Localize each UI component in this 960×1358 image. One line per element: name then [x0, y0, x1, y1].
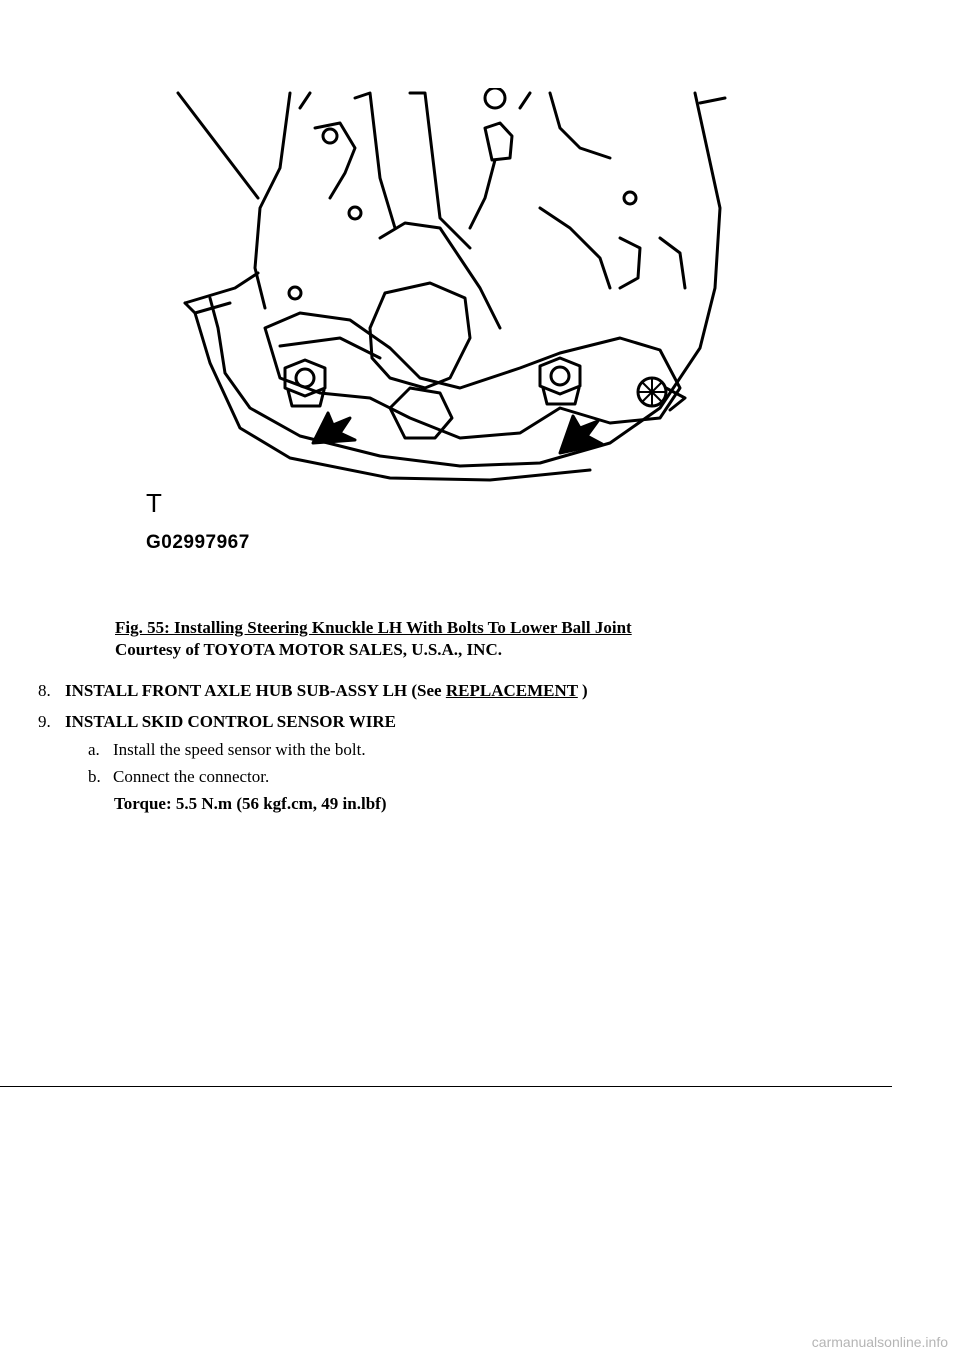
torque-spec: Torque: 5.5 N.m (56 kgf.cm, 49 in.lbf): [114, 794, 387, 813]
page-divider: [0, 1086, 892, 1087]
substep-letter: a.: [88, 740, 100, 759]
step-9: [38, 712, 396, 732]
figure-code: G02997967: [146, 532, 250, 553]
replacement-link[interactable]: REPLACEMENT: [445, 681, 578, 700]
substep-text: Install the speed sensor with the bolt.: [113, 740, 366, 759]
step-text: INSTALL SKID CONTROL SENSOR WIRE: [65, 712, 396, 731]
substep-b: [88, 767, 269, 787]
watermark: carmanualsonline.info: [811, 1334, 948, 1350]
substep-a: [88, 740, 366, 760]
figure-letter: T: [146, 488, 162, 518]
figure-caption-link[interactable]: Fig. 55: Installing Steering Knuckle LH With Bolts To Lower Ball Joint: [115, 618, 632, 637]
steering-knuckle-illustration: [140, 88, 780, 558]
substep-letter: b.: [88, 767, 101, 786]
figure-credit: Courtesy of TOYOTA MOTOR SALES, U.S.A., INC.: [115, 640, 502, 659]
step-text: [65, 681, 588, 701]
substep-text: Connect the connector.: [113, 767, 270, 786]
step-number: 9.: [38, 712, 51, 731]
step-number: 8.: [38, 681, 51, 700]
step-8-suffix: ): [577, 681, 588, 700]
step-8-label: INSTALL FRONT AXLE HUB SUB-ASSY LH (See: [65, 681, 446, 700]
step-8: [38, 681, 588, 701]
